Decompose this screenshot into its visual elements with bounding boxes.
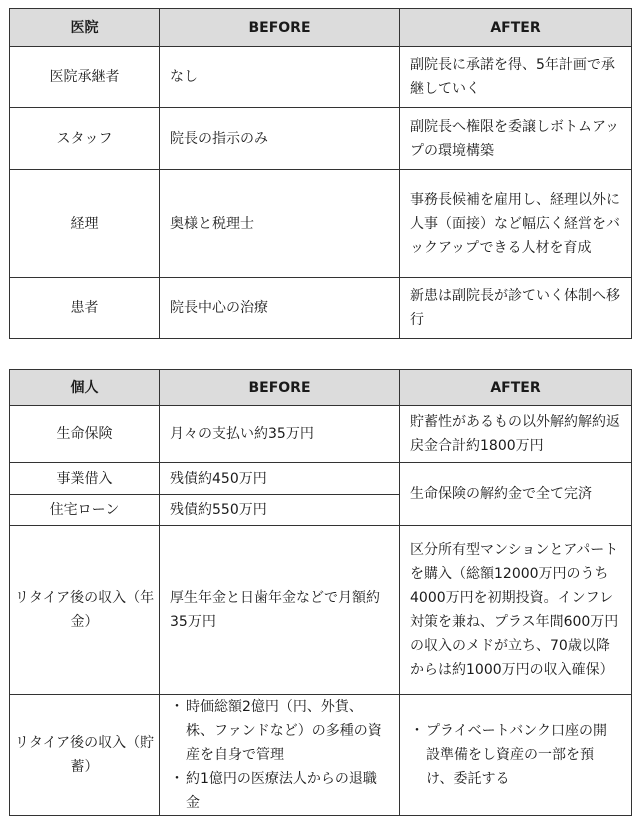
row-label: 経理 — [10, 170, 160, 278]
before-cell — [160, 695, 400, 816]
before-cell: 月々の支払い約35万円 — [160, 406, 400, 463]
header-after: AFTER — [400, 9, 632, 47]
row-label: スタッフ — [10, 108, 160, 170]
table-row — [10, 108, 632, 170]
table-header-row — [10, 9, 632, 47]
before-cell: 厚生年金と日歯年金などで月額約35万円 — [160, 526, 400, 695]
before-cell: 院長中心の治療 — [160, 278, 400, 339]
row-label: 生命保険 — [10, 406, 160, 463]
before-cell: なし — [160, 47, 400, 108]
row-label: リタイア後の収入（貯蓄） — [10, 695, 160, 816]
table-row — [10, 695, 632, 816]
row-label: 事業借入 — [10, 463, 160, 495]
row-label: 住宅ローン — [10, 495, 160, 526]
after-cell: 副院長に承諾を得、5年計画で承継していく — [400, 47, 632, 108]
clinic-table — [9, 8, 632, 339]
row-label: リタイア後の収入（年金） — [10, 526, 160, 695]
table-row — [10, 47, 632, 108]
before-cell: 奥様と税理士 — [160, 170, 400, 278]
row-label: 医院承継者 — [10, 47, 160, 108]
personal-table — [9, 369, 632, 816]
table-row — [10, 526, 632, 695]
before-cell: 院長の指示のみ — [160, 108, 400, 170]
after-cell: 区分所有型マンションとアパートを購入（総額12000万円のうち4000万円を初期投資。インフレ対策を兼ね、プラス年間600万円の収入のメドが立ち、70歳以降からは約1000万円の収入確保） — [400, 526, 632, 695]
after-cell: 事務長候補を雇用し、経理以外に人事（面接）など幅広く経営をバックアップできる人材を育成 — [400, 170, 632, 278]
list-item: ・ 約1億円の医療法人からの退職金 — [170, 767, 389, 815]
table-row — [10, 463, 632, 495]
before-cell: 残債約550万円 — [160, 495, 400, 526]
after-bullet-list — [410, 719, 621, 791]
after-cell: 新患は副院長が診ていく体制へ移行 — [400, 278, 632, 339]
after-cell: 副院長へ権限を委譲しボトムアップの環境構築 — [400, 108, 632, 170]
header-category: 個人 — [10, 370, 160, 406]
before-bullet-list — [170, 695, 389, 815]
table-row — [10, 406, 632, 463]
table-header-row — [10, 370, 632, 406]
row-label: 患者 — [10, 278, 160, 339]
list-item: ・ プライベートバンク口座の開設準備をし資産の一部を預け、委託する — [410, 719, 621, 791]
header-after: AFTER — [400, 370, 632, 406]
header-category: 医院 — [10, 9, 160, 47]
table-row — [10, 278, 632, 339]
before-cell: 残債約450万円 — [160, 463, 400, 495]
after-cell: 貯蓄性があるもの以外解約解約返戻金合計約1800万円 — [400, 406, 632, 463]
list-item: ・ 時価総額2億円（円、外貨、株、ファンドなど）の多種の資産を自身で管理 — [170, 695, 389, 767]
after-cell — [400, 695, 632, 816]
table-row — [10, 170, 632, 278]
header-before: BEFORE — [160, 9, 400, 47]
after-cell: 生命保険の解約金で全て完済 — [400, 463, 632, 526]
header-before: BEFORE — [160, 370, 400, 406]
